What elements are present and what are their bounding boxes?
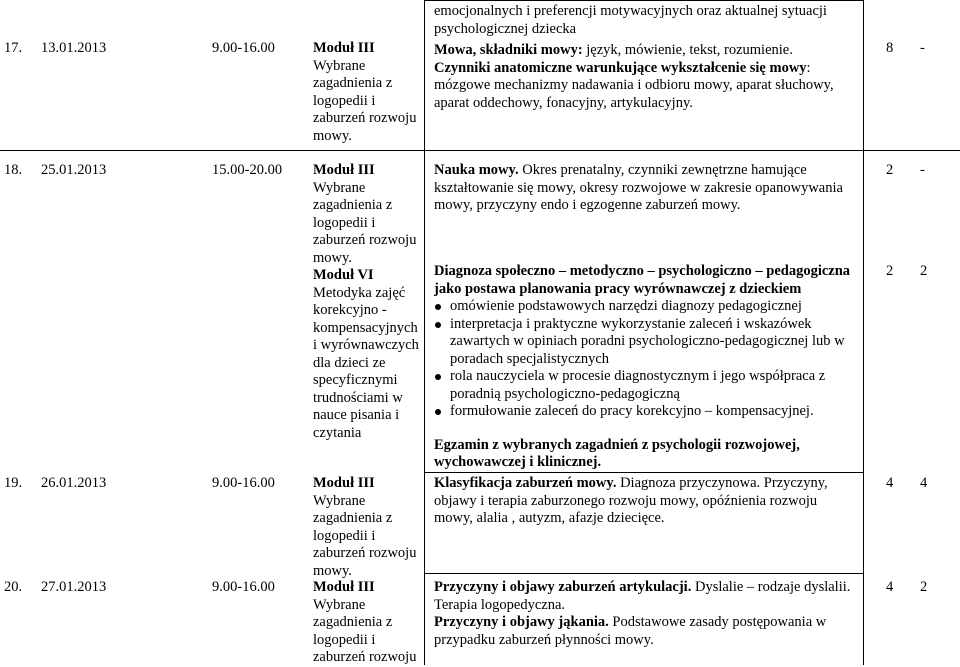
topic-heading: Przyczyny i objawy jąkania. — [434, 614, 609, 630]
module-cell — [313, 40, 423, 145]
module-cell — [313, 475, 423, 580]
hours-lecture: 4 — [886, 579, 894, 595]
list-item: formułowanie zaleceń do pracy korekcyjno – kompensacyjnej. — [434, 403, 859, 421]
topic-paragraph — [434, 475, 859, 528]
list-item: interpretacja i praktyczne wykorzystanie zaleceń i wskazówek zawartych w opiniach poradni psychologiczno-pedagogicznej lub w poradach specjalistycznych — [434, 316, 859, 369]
row-date: 26.01.2013 — [41, 475, 107, 491]
table-hline-row19 — [424, 573, 864, 574]
module-description: Wybrane zagadnienia z logopedii i zaburzeń rozwoju mowy. — [313, 57, 417, 144]
topic-paragraph — [434, 42, 859, 60]
topic-heading: Przyczyny i objawy zaburzeń artykulacji. — [434, 579, 692, 595]
hours-lecture: 8 — [886, 40, 894, 56]
topic-text: Podstawowe zasady postępowania w przypadku zaburzeń płynności mowy. — [434, 614, 827, 648]
hours-exercise: - — [920, 162, 925, 178]
content-cell — [434, 3, 859, 112]
topic-text: Dyslalie – rodzaje dyslalii. Terapia logopedyczna. — [434, 579, 851, 613]
content-cell — [434, 579, 859, 649]
table-vline-left — [424, 0, 425, 665]
hours-exercise: - — [920, 40, 925, 56]
row-time: 9.00-16.00 — [212, 579, 275, 595]
diagnosis-list — [434, 298, 859, 421]
row-time: 15.00-20.00 — [212, 162, 283, 178]
hours-lecture: 2 — [886, 263, 894, 279]
module-title: Moduł III — [313, 475, 375, 491]
hours-exercise: 2 — [920, 263, 928, 279]
topic-paragraph — [434, 162, 859, 215]
hours-lecture: 4 — [886, 475, 894, 491]
module-title: Moduł III — [313, 40, 375, 56]
topic-text: język, mówienie, tekst, rozumienie. — [582, 42, 793, 58]
topic-heading: Nauka mowy. — [434, 162, 519, 178]
topic-text: Diagnoza przyczynowa. Przyczyny, objawy i terapia zaburzonego rozwoju mowy, opóźnienia rozwoju mowy, alalia , autyzm, afazje dziecięce. — [434, 475, 828, 526]
topic-paragraph — [434, 60, 859, 113]
exam-note: Egzamin z wybranych zagadnień z psychologii rozwojowej, wychowawczej i klinicznej. — [434, 436, 800, 470]
table-hline-row18 — [424, 472, 864, 473]
topic-paragraph — [434, 579, 859, 614]
topic-paragraph — [434, 614, 859, 649]
row-number: 19. — [4, 475, 23, 491]
module-cell — [313, 162, 423, 442]
topic-heading: Mowa, składniki mowy: — [434, 42, 583, 58]
row-date: 27.01.2013 — [41, 579, 107, 595]
table-hline-row17 — [0, 150, 960, 151]
topic-text: Okres prenatalny, czynniki zewnętrzne hamujące kształtowanie się mowy, okresy rozwojowe w zakresie opanowywania mowy, przyczyny endo i egzogenne zaburzeń mowy. — [434, 162, 843, 213]
module-title: Moduł III — [313, 162, 375, 178]
row-number: 20. — [4, 579, 23, 595]
hours-exercise: 4 — [920, 475, 928, 491]
module-description: Wybrane zagadnienia z logopedii i zaburzeń rozwoju — [313, 596, 417, 665]
list-item: omówienie podstawowych narzędzi diagnozy pedagogicznej — [434, 298, 859, 316]
topic-heading: Czynniki anatomiczne warunkujące wykształcenie się mowy — [434, 59, 807, 76]
row-time: 9.00-16.00 — [212, 475, 275, 491]
row-date: 13.01.2013 — [41, 40, 107, 56]
topic-heading: Klasyfikacja zaburzeń mowy. — [434, 475, 617, 491]
topic-text: : mózgowe mechanizmy nadawania i odbioru mowy, aparat słuchowy, aparat oddechowy, fonacyjny, artykulacyjny. — [434, 59, 834, 111]
row-number: 17. — [4, 40, 23, 56]
row-time: 9.00-16.00 — [212, 40, 275, 56]
list-item: rola nauczyciela w procesie diagnostycznym i jego współpraca z poradnią psychologiczno-pedagogiczną — [434, 368, 859, 403]
content-cell-diagnosis — [434, 263, 859, 472]
row-number: 18. — [4, 162, 23, 178]
content-continuation: emocjonalnych i preferencji motywacyjnych oraz aktualnej sytuacji psychologicznej dziecka — [434, 3, 827, 37]
module-description: Metodyka zajęć korekcyjno - kompensacyjnych i wyrównawczych dla dzieci ze specyficznymi trudnościami w nauce pisania i czytania — [313, 284, 419, 441]
module-title: Moduł III — [313, 579, 375, 595]
module-title: Moduł VI — [313, 267, 374, 283]
content-cell — [434, 475, 859, 528]
module-description: Wybrane zagadnienia z logopedii i zaburzeń rozwoju mowy. — [313, 492, 417, 579]
table-vline-right — [863, 0, 864, 665]
module-cell — [313, 579, 423, 667]
diagnosis-heading: Diagnoza społeczno – metodyczno – psychologiczno – pedagogiczna jako postawa planowania pracy wyrównawczej z dzieckiem — [434, 263, 851, 297]
hours-lecture: 2 — [886, 162, 894, 178]
row-date: 25.01.2013 — [41, 162, 107, 178]
module-description: Wybrane zagadnienia z logopedii i zaburzeń rozwoju mowy. — [313, 179, 417, 266]
content-cell — [434, 162, 859, 215]
table-hline-top — [424, 0, 864, 1]
hours-exercise: 2 — [920, 579, 928, 595]
